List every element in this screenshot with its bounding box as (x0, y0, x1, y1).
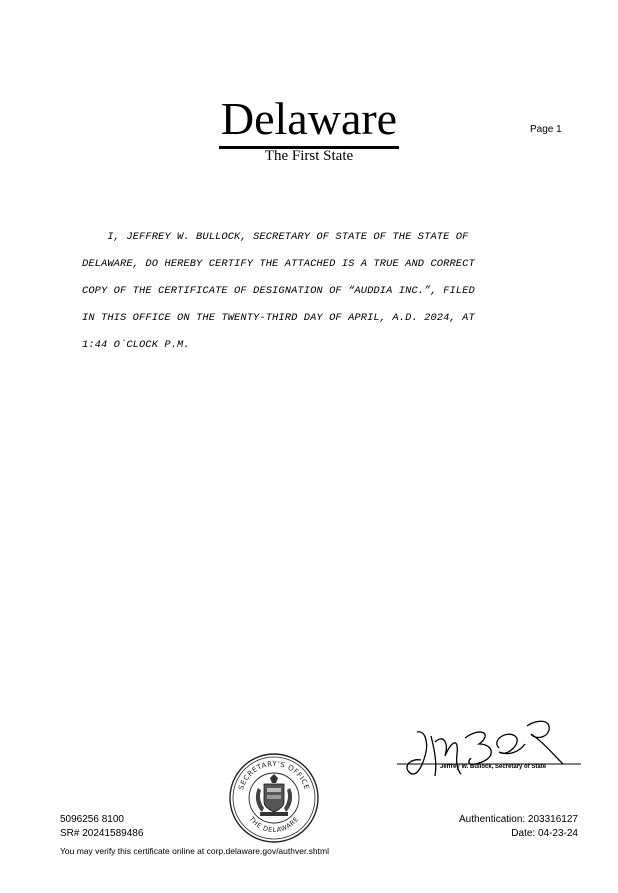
authentication-number: Authentication: 203316127 (459, 814, 578, 825)
delaware-seal-icon (228, 752, 320, 844)
state-title: Delaware (219, 92, 399, 149)
certificate-line: 1:44 O`CLOCK P.M. (82, 339, 190, 351)
svg-text:SECRETARY'S OFFICE: SECRETARY'S OFFICE (237, 759, 311, 791)
svg-text:THE DELAWARE: THE DELAWARE (247, 815, 301, 835)
file-number: 5096256 8100 (60, 814, 124, 825)
certificate-date: Date: 04-23-24 (511, 828, 578, 839)
certificate-text (82, 224, 532, 359)
certificate-line: COPY OF THE CERTIFICATE OF DESIGNATION OF “AUDDIA INC.”, FILED (82, 285, 475, 297)
certificate-line: DELAWARE, DO HEREBY CERTIFY THE ATTACHED IS A TRUE AND CORRECT (82, 258, 475, 270)
secretary-signature (395, 712, 585, 792)
state-motto: The First State (264, 148, 354, 164)
certificate-line: I, JEFFREY W. BULLOCK, SECRETARY OF STATE OF THE STATE OF (82, 231, 469, 243)
title-block (0, 92, 618, 149)
sr-number: SR# 20241589486 (60, 828, 144, 839)
signature-caption: Jeffrey W. Bullock, Secretary of State (440, 764, 547, 770)
verify-note: You may verify this certificate online at corp.delaware.gov/authver.shtml (60, 846, 329, 856)
certificate-line: IN THIS OFFICE ON THE TWENTY-THIRD DAY OF APRIL, A.D. 2024, AT (82, 312, 475, 324)
page-number: Page 1 (530, 124, 562, 135)
